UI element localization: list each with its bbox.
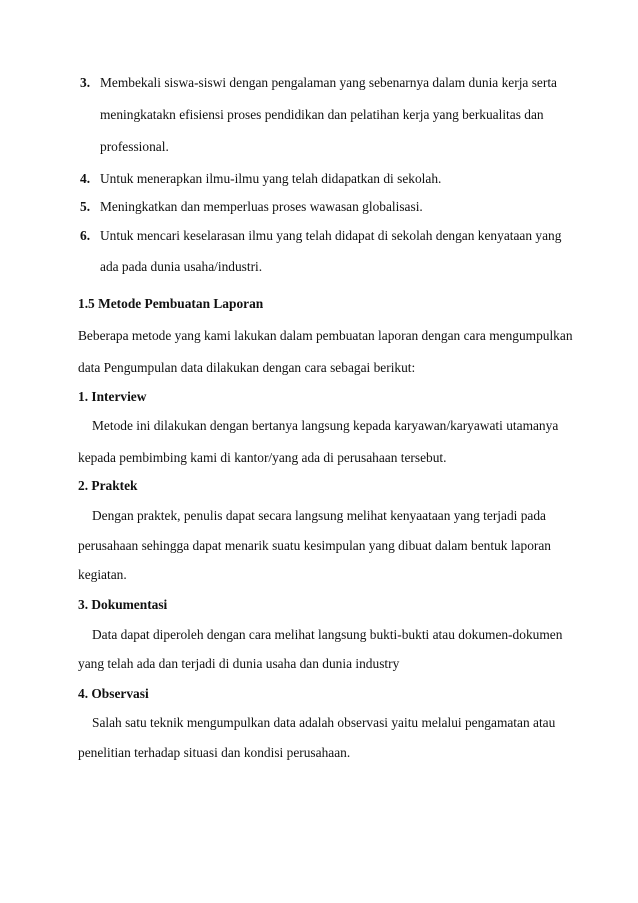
method-praktek-line-1: Dengan praktek, penulis dapat secara langsung melihat kenyaataan yang terjadi pada (92, 508, 546, 523)
intro-line-2: data Pengumpulan data dilakukan dengan cara sebagai berikut: (78, 360, 416, 375)
list-item-5-line-1: Meningkatkan dan memperluas proses wawasan globalisasi. (100, 199, 423, 214)
list-item-4-line-1: Untuk menerapkan ilmu-ilmu yang telah didapatkan di sekolah. (100, 171, 442, 186)
list-item-3-line-1: Membekali siswa-siswi dengan pengalaman yang sebenarnya dalam dunia kerja serta (100, 75, 557, 90)
section-heading: 1.5 Metode Pembuatan Laporan (78, 296, 264, 311)
method-observasi-line-1: Salah satu teknik mengumpulkan data adalah observasi yaitu melalui pengamatan atau (92, 715, 556, 730)
list-number-6: 6. (80, 228, 91, 243)
method-praktek-line-2: perusahaan sehingga dapat menarik suatu kesimpulan yang dibuat dalam bentuk laporan (78, 538, 551, 553)
list-item-3-line-2: meningkatakn efisiensi proses pendidikan dan pelatihan kerja yang berkualitas dan (100, 107, 544, 122)
list-number-5: 5. (80, 199, 91, 214)
method-praktek-line-3: kegiatan. (78, 567, 127, 582)
method-heading-interview: 1. Interview (78, 389, 147, 404)
intro-line-1: Beberapa metode yang kami lakukan dalam pembuatan laporan dengan cara mengumpulkan (78, 328, 573, 343)
method-heading-dokumentasi: 3. Dokumentasi (78, 597, 168, 612)
method-dokumentasi-line-1: Data dapat diperoleh dengan cara melihat langsung bukti-bukti atau dokumen-dokumen (92, 627, 563, 642)
list-number-3: 3. (80, 75, 91, 90)
list-item-6-line-2: ada pada dunia usaha/industri. (100, 259, 263, 274)
list-item-6-line-1: Untuk mencari keselarasan ilmu yang telah didapat di sekolah dengan kenyataan yang (100, 228, 562, 243)
method-observasi-line-2: penelitian terhadap situasi dan kondisi perusahaan. (78, 745, 351, 760)
method-interview-line-2: kepada pembimbing kami di kantor/yang ada di perusahaan tersebut. (78, 450, 447, 465)
method-heading-observasi: 4. Observasi (78, 686, 149, 701)
method-interview-line-1: Metode ini dilakukan dengan bertanya langsung kepada karyawan/karyawati utamanya (92, 418, 559, 433)
method-dokumentasi-line-2: yang telah ada dan terjadi di dunia usaha dan dunia industry (78, 656, 400, 671)
method-heading-praktek: 2. Praktek (78, 478, 138, 493)
list-number-4: 4. (80, 171, 91, 186)
list-item-3-line-3: professional. (100, 139, 169, 154)
